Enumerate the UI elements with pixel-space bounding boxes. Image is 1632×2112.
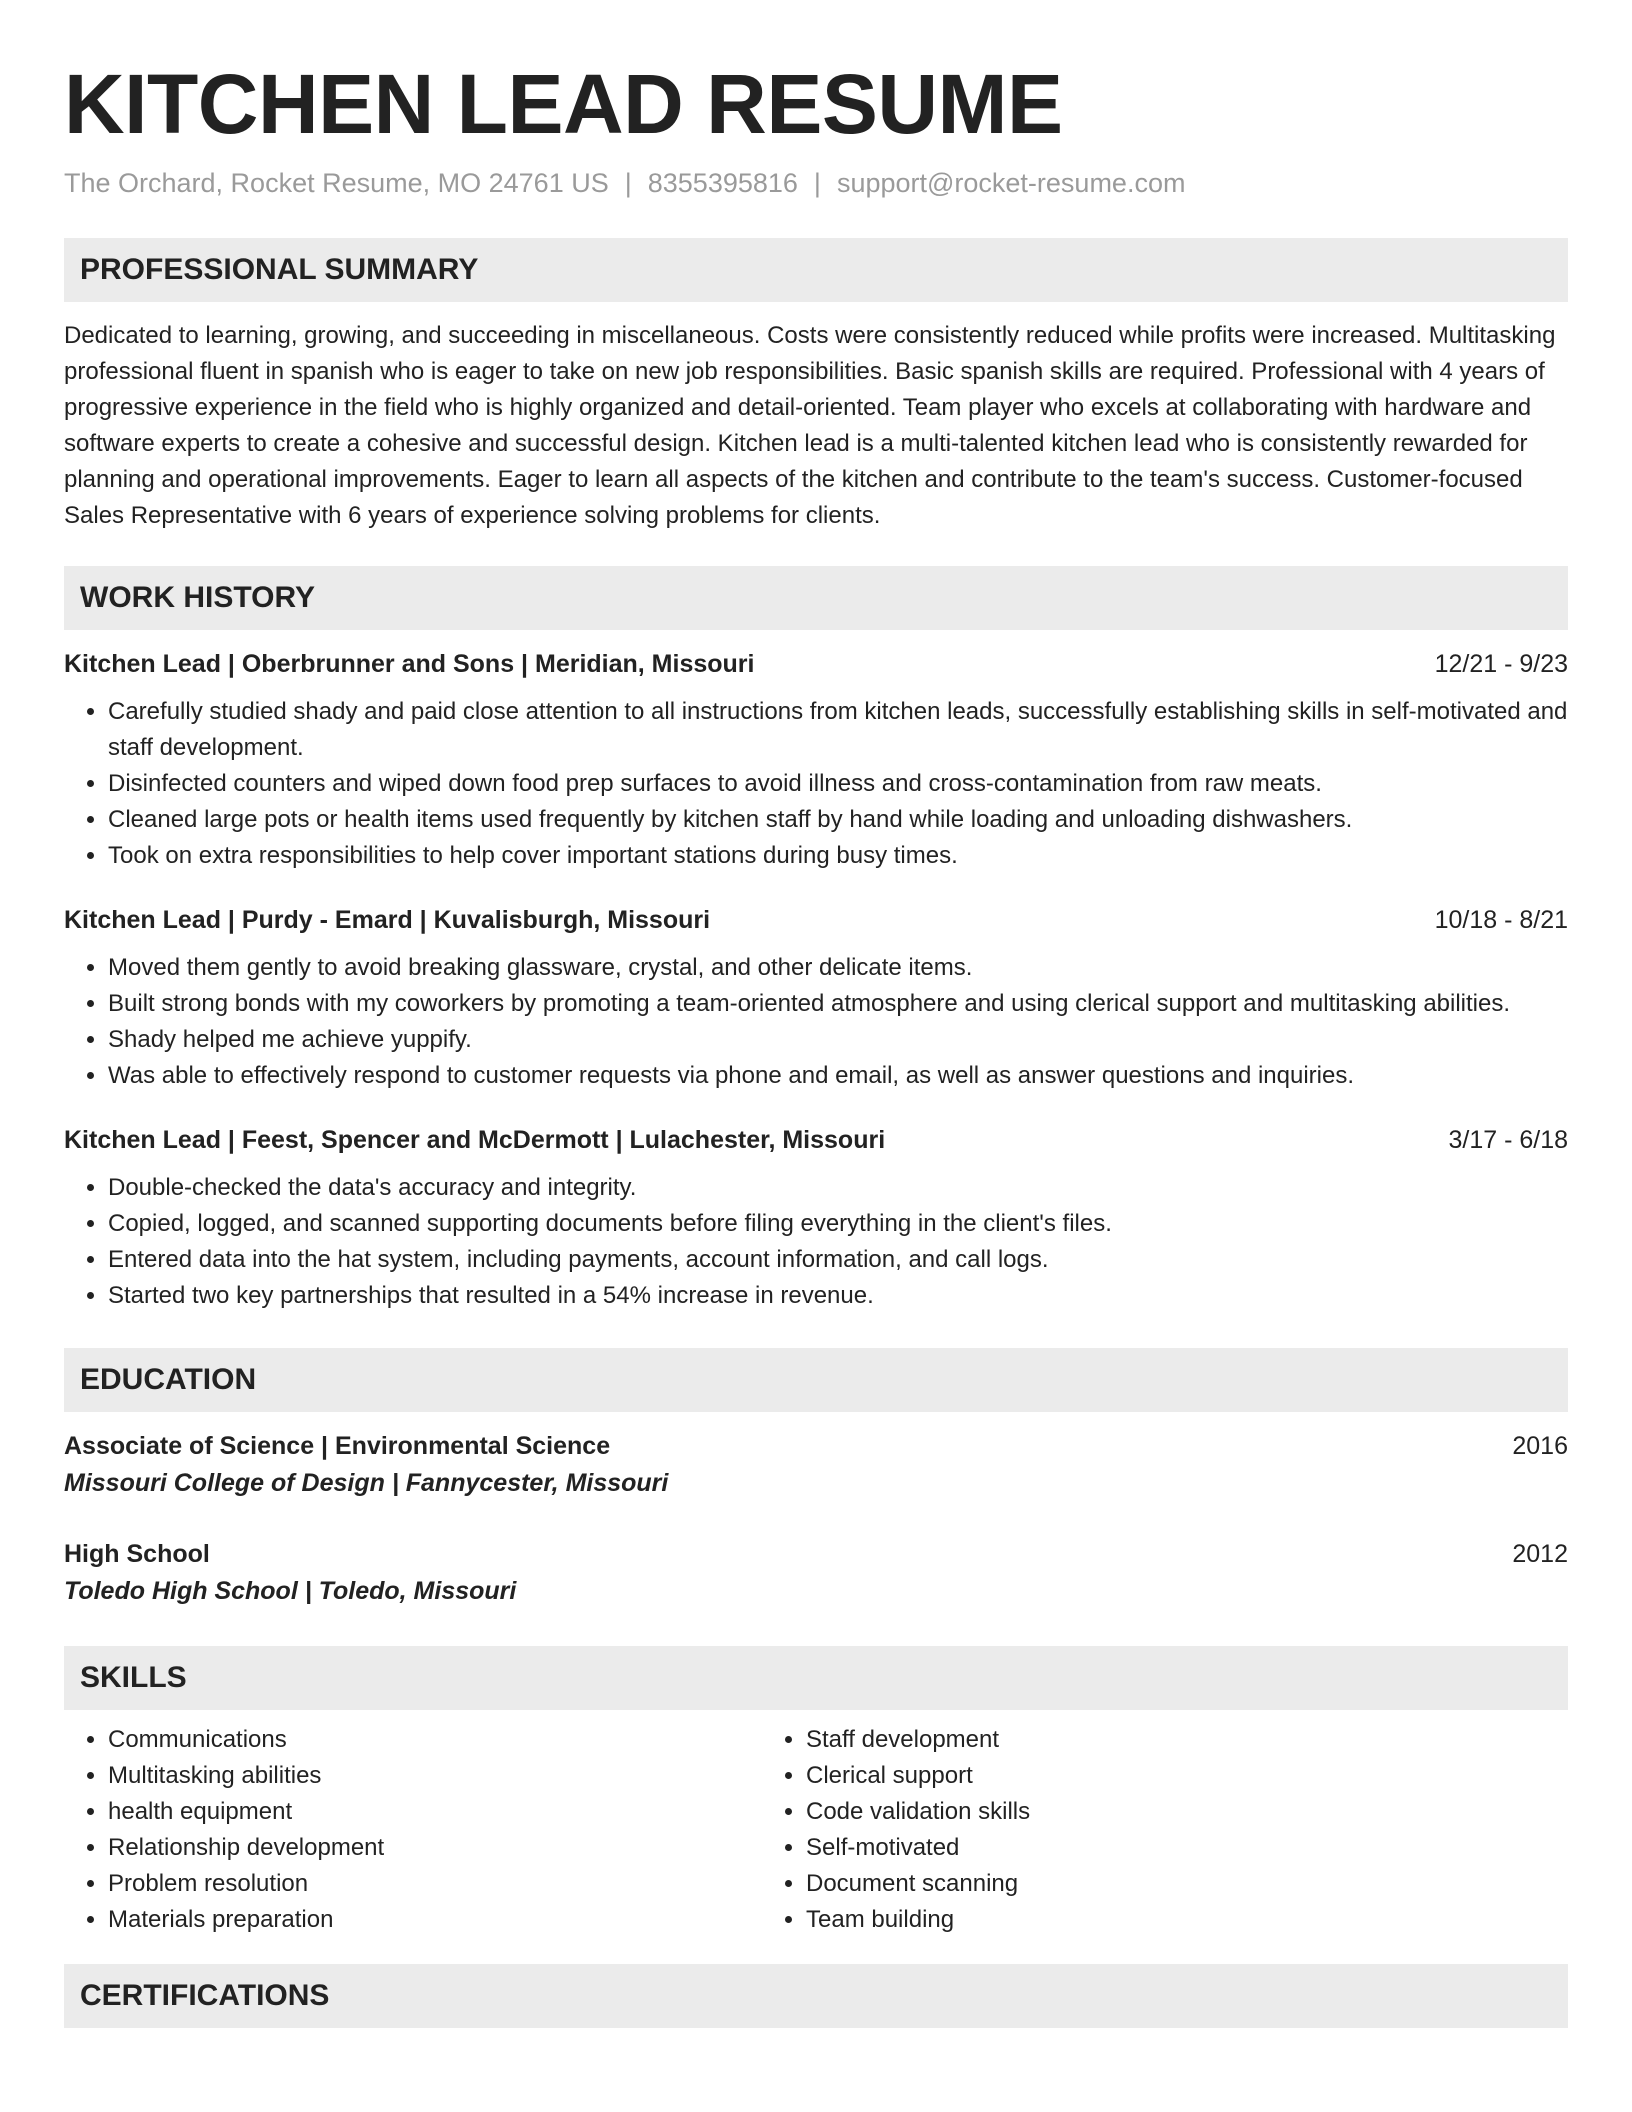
job-header — [64, 902, 1568, 938]
job-bullet: • Moved them gently to avoid breaking glassware, crystal, and other delicate items. — [108, 950, 1568, 986]
skills-list — [64, 1722, 1568, 1938]
job-bullet: • Copied, logged, and scanned supporting documents before filing everything in the client's files. — [108, 1206, 1568, 1242]
skill-item: • Communications — [108, 1722, 762, 1758]
section-header-skills: SKILLS — [64, 1646, 1568, 1710]
contact-phone: 8355395816 — [647, 168, 798, 198]
education-header — [64, 1536, 1568, 1572]
job-bullets — [64, 1170, 1568, 1314]
job-bullet: • Started two key partnerships that resulted in a 54% increase in revenue. — [108, 1278, 1568, 1314]
job-bullets — [64, 950, 1568, 1094]
skills-column-left — [64, 1722, 762, 1938]
contact-address: The Orchard, Rocket Resume, MO 24761 US — [64, 168, 609, 198]
job-title: Kitchen Lead | Oberbrunner and Sons | Meridian, Missouri — [64, 650, 755, 678]
job-title: Kitchen Lead | Feest, Spencer and McDermott | Lulachester, Missouri — [64, 1126, 886, 1154]
job-dates: 3/17 - 6/18 — [1448, 1126, 1568, 1154]
job-bullet: • Double-checked the data's accuracy and integrity. — [108, 1170, 1568, 1206]
job-bullet: • Disinfected counters and wiped down food prep surfaces to avoid illness and cross-contamination from raw meats. — [108, 766, 1568, 802]
contact-separator: | — [813, 168, 821, 198]
skill-item: • Materials preparation — [108, 1902, 762, 1938]
skill-item: • Clerical support — [806, 1758, 1460, 1794]
education-degree: High School — [64, 1540, 210, 1568]
contact-email: support@rocket-resume.com — [836, 168, 1186, 198]
job-title: Kitchen Lead | Purdy - Emard | Kuvalisburgh, Missouri — [64, 906, 711, 934]
job-bullet: • Carefully studied shady and paid close attention to all instructions from kitchen leads, successfully establishing skills in self-motivated and staff development. — [108, 694, 1568, 766]
skill-item: • Staff development — [806, 1722, 1460, 1758]
education-header — [64, 1428, 1568, 1464]
skill-item: • Problem resolution — [108, 1866, 762, 1902]
job-bullet: • Took on extra responsibilities to help cover important stations during busy times. — [108, 838, 1568, 874]
skill-item: • Document scanning — [806, 1866, 1460, 1902]
section-header-certifications: CERTIFICATIONS — [64, 1964, 1568, 2028]
education-year: 2016 — [1512, 1432, 1568, 1460]
education-school: Toledo High School | Toledo, Missouri — [64, 1577, 517, 1605]
education-entry — [64, 1428, 1568, 1502]
section-header-summary: PROFESSIONAL SUMMARY — [64, 238, 1568, 302]
skill-item: • Relationship development — [108, 1830, 762, 1866]
job-dates: 12/21 - 9/23 — [1434, 650, 1568, 678]
skill-item: • Multitasking abilities — [108, 1758, 762, 1794]
skills-column-right — [762, 1722, 1460, 1938]
job-bullet: • Was able to effectively respond to customer requests via phone and email, as well as answer questions and inquiries. — [108, 1058, 1568, 1094]
job-bullets — [64, 694, 1568, 874]
skill-item: • Self-motivated — [806, 1830, 1460, 1866]
skill-item: • Team building — [806, 1902, 1460, 1938]
education-year: 2012 — [1512, 1540, 1568, 1568]
resume-title: KITCHEN LEAD RESUME — [64, 57, 1063, 151]
summary-text: Dedicated to learning, growing, and succeeding in miscellaneous. Costs were consistently reduced while profits were increased. Multitasking professional fluent in spanish who is eager to take on new job responsibilities. Basic spanish skills are required. Professional with 4 years of progressive experience in the field who is highly organized and detail-oriented. Team player who excels at collaborating with hardware and software experts to create a cohesive and successful design. Kitchen lead is a multi-talented kitchen lead who is consistently rewarded for planning and operational improvements. Eager to learn all aspects of the kitchen and contribute to the team's success. Customer-focused Sales Representative with 6 years of experience solving problems for clients. — [64, 322, 1556, 529]
skill-item: • health equipment — [108, 1794, 762, 1830]
job-bullet: • Entered data into the hat system, including payments, account information, and call logs. — [108, 1242, 1568, 1278]
section-header-education: EDUCATION — [64, 1348, 1568, 1412]
job-entry — [64, 646, 1568, 874]
job-entry — [64, 1122, 1568, 1314]
job-header — [64, 646, 1568, 682]
education-school: Missouri College of Design | Fannycester, Missouri — [64, 1469, 669, 1497]
job-entry — [64, 902, 1568, 1094]
skill-item: • Code validation skills — [806, 1794, 1460, 1830]
contact-line — [64, 166, 1568, 200]
education-entry — [64, 1536, 1568, 1610]
section-header-work-history: WORK HISTORY — [64, 566, 1568, 630]
job-header — [64, 1122, 1568, 1158]
job-dates: 10/18 - 8/21 — [1434, 906, 1568, 934]
job-bullet: • Shady helped me achieve yuppify. — [108, 1022, 1568, 1058]
job-bullet: • Built strong bonds with my coworkers by promoting a team-oriented atmosphere and using clerical support and multitasking abilities. — [108, 986, 1568, 1022]
education-degree: Associate of Science | Environmental Science — [64, 1432, 611, 1460]
contact-separator: | — [624, 168, 632, 198]
job-bullet: • Cleaned large pots or health items used frequently by kitchen staff by hand while loading and unloading dishwashers. — [108, 802, 1568, 838]
